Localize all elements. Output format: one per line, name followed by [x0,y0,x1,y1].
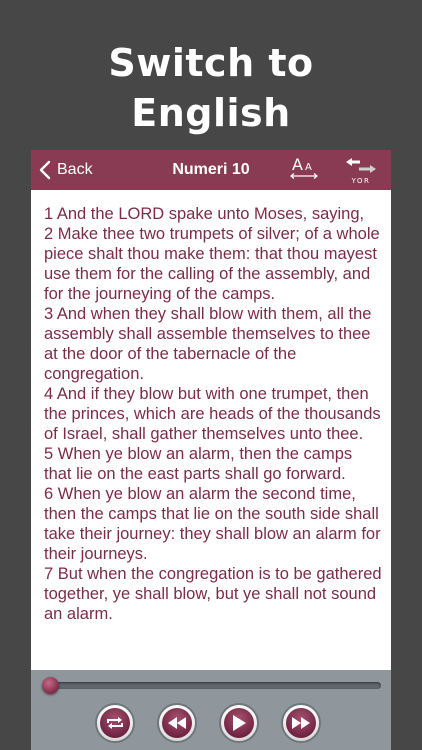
navigation-bar [31,150,391,190]
play-icon [232,715,246,731]
rewind-button[interactable] [157,703,197,743]
progress-track[interactable] [43,682,381,689]
passage-text: 1 And the LORD spake unto Moses, saying, 2 Make thee two trumpets of silver; of a whole piece shalt thou make them: that thou mayest use them for the calling of the assembly, and for the journeying of the camps. 3 And when they shall blow with them, all the assembly shall assemble themselves to thee at the door of the tabernacle of the congregation. 4 And if they blow but with one trumpet, then the princes, which are heads of the thousands of Israel, shall gather themselves unto thee. 5 When ye blow an alarm, then the camps that lie on the east parts shall go forward. 6 When ye blow an alarm the second time, then the camps that lie on the south side shall take their journey: they shall blow an alarm for their journeys. 7 But when the congregation is to be gathered together, ye shall blow, but ye shall not sound an alarm. [44,205,382,623]
play-button[interactable] [219,703,259,743]
page-title: Numeri 10 [172,161,250,178]
promo-headline [0,38,422,138]
svg-text:A: A [305,162,312,173]
svg-text:A: A [292,155,303,174]
fast-forward-button[interactable] [281,703,321,743]
progress-thumb[interactable] [42,677,59,694]
rewind-icon [168,717,186,729]
audio-player [31,670,391,750]
swap-arrows-icon [344,156,378,186]
chevron-left-icon [39,160,51,180]
repeat-button[interactable] [95,703,135,743]
app-screen [31,150,391,750]
chapter-content[interactable] [31,190,391,670]
font-size-icon [289,154,319,184]
promo-line-1: Switch to [108,41,314,85]
fast-forward-icon [292,717,310,729]
promo-line-2: English [131,91,291,135]
back-button[interactable] [39,150,93,190]
language-code: YOR [351,177,371,185]
language-switch-button[interactable] [344,156,378,186]
repeat-icon [105,715,125,731]
back-label: Back [57,161,93,178]
font-size-button[interactable] [289,154,319,184]
